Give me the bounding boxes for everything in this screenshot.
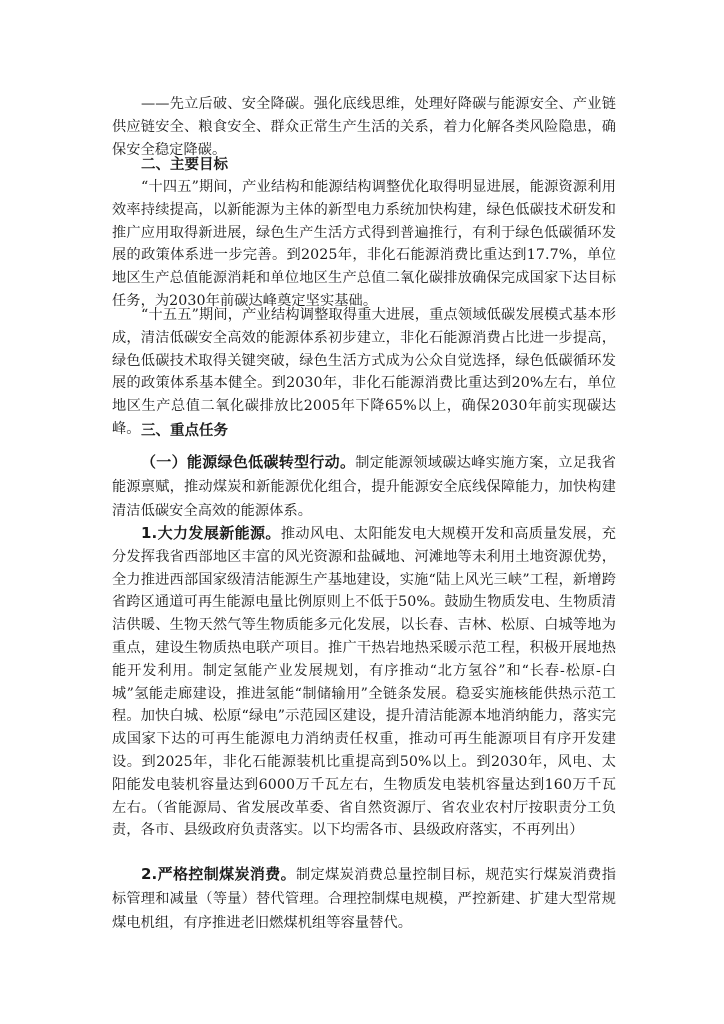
paragraph-14th-five-year [112, 176, 616, 313]
paragraph-lead: 1.大力发展新能源。 [141, 524, 281, 542]
paragraph-text: 制定煤炭消费总量控制目标，规范实行煤炭消费指标管理和减量（等量）替代管理。合理控制煤电规模，严控新建、扩建大型常规煤电机组，有序推进老旧燃煤机组等容量替代。 [112, 867, 616, 931]
paragraph-text: 制定能源领域碳达峰实施方案，立足我省能源禀赋，推动煤炭和新能源优化组合，提升能源安全底线保障能力，加快构建清洁低碳安全高效的能源体系。 [112, 455, 616, 519]
paragraph-text: “十五五”期间，产业结构调整取得重大进展，重点领域低碳发展模式基本形成，清洁低碳安全高效的能源体系初步建立，非化石能源消费占比进一步提高，绿色低碳技术取得关键突破，绿色生活方式成为公众自觉选择，绿色低碳循环发展的政策体系基本健全。到2030年，非化石能源消费比重达到20%左右，单位地区生产总值二氧化碳排放比2005年下降65%以上，确保2030年前实现碳达峰。 [112, 307, 616, 437]
section-heading-main-goals: 二、主要目标 [141, 157, 228, 173]
paragraph-principle-safety [112, 93, 616, 161]
paragraph-text: “十四五”期间，产业结构和能源结构调整优化取得明显进展，能源资源利用效率持续提高，以新能源为主体的新型电力系统加快构建，绿色低碳技术研发和推广应用取得新进展，绿色生产生活方式得到普遍推行，有利于绿色低碳循环发展的政策体系进一步完善。到2025年，非化石能源消费比重达到17.7%，单位地区生产总值能源消耗和单位地区生产总值二氧化碳排放确保完成国家下达目标任务，为2030年前碳达峰奠定坚实基础。 [112, 179, 616, 309]
paragraph-energy-transition [112, 450, 616, 523]
paragraph-text: ——先立后破、安全降碳。强化底线思维，处理好降碳与能源安全、产业链供应链安全、粮食安全、群众正常生产生活的关系，着力化解各类风险隐患，确保安全稳定降碳。 [112, 96, 616, 158]
section-heading-key-tasks: 三、重点任务 [141, 423, 228, 439]
paragraph-coal-control [112, 862, 616, 935]
paragraph-new-energy [112, 522, 616, 842]
paragraph-lead: （一）能源绿色低碳转型行动。 [141, 453, 356, 471]
paragraph-text: 推动风电、太阳能发电大规模开发和高质量发展，充分发挥我省西部地区丰富的风光资源和盐碱地、河滩地等未利用土地资源优势，全力推进西部国家级清洁能源生产基地建设，实施“陆上风光三峡”工程，新增跨省跨区通道可再生能源电量比例原则上不低于50%。鼓励生物质发电、生物质清洁供暖、生物天然气等生物质能多元化发展，以长春、吉林、松原、白城等地为重点，建设生物质热电联产项目。推广干热岩地热采暖示范工程，积极开展地热能开发利用。制定氢能产业发展规划，有序推动“北方氢谷”和“长春-松原-白城”氢能走廊建设，推进氢能“制储输用”全链条发展。稳妥实施核能供热示范工程。加快白城、松原“绿电”示范园区建设，提升清洁能源本地消纳能力，落实完成国家下达的可再生能源电力消纳责任权重，推动可再生能源项目有序开发建设。到2025年，非化石能源装机比重提高到50%以上。到2030年，风电、太阳能发电装机容量达到6000万千瓦左右，生物质发电装机容量达到160万千瓦左右。（省能源局、省发展改革委、省自然资源厅、省农业农村厅按职责分工负责，各市、县级政府负责落实。以下均需各市、县级政府落实，不再列出） [112, 526, 616, 839]
paragraph-lead: 2.严格控制煤炭消费。 [141, 865, 296, 883]
